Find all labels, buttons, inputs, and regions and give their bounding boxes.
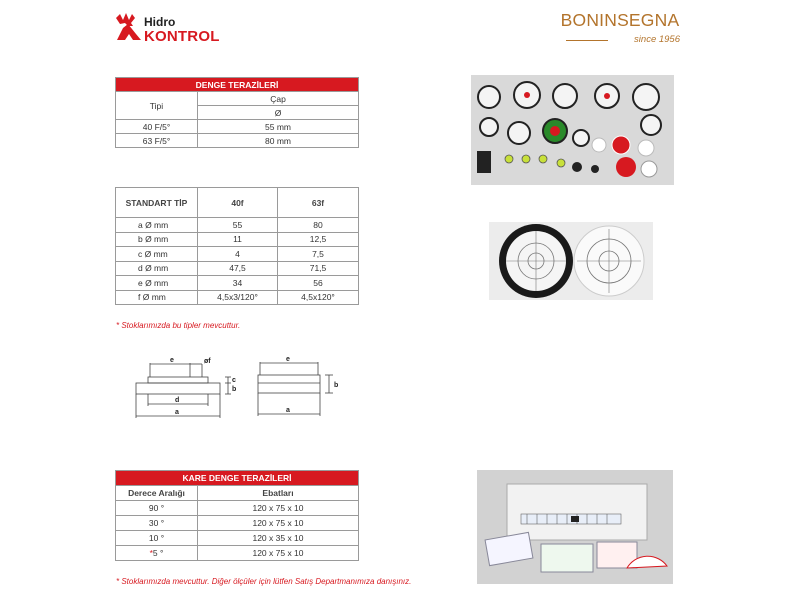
logo-text-kontrol: KONTROL xyxy=(144,28,220,45)
dim-label-b-right: b xyxy=(334,382,339,389)
hidro-kontrol-mark-icon xyxy=(114,12,144,44)
table-row xyxy=(116,501,359,516)
logo-text-hidro: Hidro xyxy=(144,15,176,29)
dim-label-f: øf xyxy=(204,358,211,365)
cell-63f: 56 xyxy=(278,276,359,291)
dim-label-e: e xyxy=(170,357,174,364)
logo-text-boninsegna: BONINSEGNA xyxy=(560,10,680,30)
stock-note-extended: * Stoklarımızda mevcuttur. Diğer ölçüler için lütfen Satış Departmanımıza danışınız. xyxy=(116,577,412,586)
table-row xyxy=(116,218,359,233)
cell-label: e Ø mm xyxy=(116,276,198,291)
range-value: 5 ° xyxy=(152,548,164,558)
table-row xyxy=(116,134,359,148)
column-header-label: STANDART TİP xyxy=(116,188,198,218)
table-row xyxy=(116,232,359,247)
cell-40f: 4 xyxy=(198,247,278,262)
dim-label-d: d xyxy=(175,397,180,404)
cell-40f: 11 xyxy=(198,232,278,247)
dimension-drawing xyxy=(128,350,358,430)
cell-63f: 7,5 xyxy=(278,247,359,262)
table-title: KARE DENGE TERAZİLERİ xyxy=(116,471,359,486)
cell-diameter: 55 mm xyxy=(198,120,359,134)
cell-label: a Ø mm xyxy=(116,218,198,233)
cell-40f: 4,5x3/120° xyxy=(198,290,278,305)
boninsegna-logo xyxy=(560,10,680,50)
cell-63f: 71,5 xyxy=(278,261,359,276)
cell-63f: 12,5 xyxy=(278,232,359,247)
column-header-diameter: Çap xyxy=(198,92,359,106)
column-header-type: Tipi xyxy=(116,92,198,120)
cell-size: 120 x 75 x 10 xyxy=(198,501,359,516)
table-row xyxy=(116,290,359,305)
hidro-kontrol-logo xyxy=(114,12,234,46)
table-row xyxy=(116,261,359,276)
cell-label: d Ø mm xyxy=(116,261,198,276)
table-row xyxy=(116,516,359,531)
dim-label-b: b xyxy=(232,386,237,393)
dim-label-e-right: e xyxy=(286,356,290,363)
column-header-40f: 40f xyxy=(198,188,278,218)
table-title: DENGE TERAZİLERİ xyxy=(116,78,359,92)
cell-40f: 55 xyxy=(198,218,278,233)
product-photo-circular-levels xyxy=(471,75,674,185)
column-header-size: Ebatları xyxy=(198,486,359,501)
cell-range: 90 ° xyxy=(116,501,198,516)
stock-note: * Stoklarımızda bu tipler mevcuttur. xyxy=(116,321,241,330)
kare-denge-terazileri-table xyxy=(115,470,359,561)
cell-label: c Ø mm xyxy=(116,247,198,262)
cell-63f: 80 xyxy=(278,218,359,233)
dim-label-a-right: a xyxy=(286,407,290,414)
cell-range: 10 ° xyxy=(116,531,198,546)
table-row xyxy=(116,546,359,561)
table-row xyxy=(116,120,359,134)
cell-label: b Ø mm xyxy=(116,232,198,247)
table-row xyxy=(116,276,359,291)
cell-label: f Ø mm xyxy=(116,290,198,305)
dim-label-a: a xyxy=(175,409,179,416)
cell-type: 63 F/5° xyxy=(116,134,198,148)
cell-40f: 34 xyxy=(198,276,278,291)
logo-text-since: since 1956 xyxy=(634,34,680,45)
denge-terazileri-table xyxy=(115,77,359,148)
column-header-symbol: Ø xyxy=(198,106,359,120)
dim-label-c: c xyxy=(232,377,236,384)
cell-range: 30 ° xyxy=(116,516,198,531)
product-photo-large-levels xyxy=(489,222,653,300)
cell-size: 120 x 35 x 10 xyxy=(198,531,359,546)
product-photo-square-levels xyxy=(477,470,673,584)
cell-size: 120 x 75 x 10 xyxy=(198,546,359,561)
cell-type: 40 F/5° xyxy=(116,120,198,134)
cell-diameter: 80 mm xyxy=(198,134,359,148)
cell-63f: 4,5x120° xyxy=(278,290,359,305)
table-row xyxy=(116,531,359,546)
cell-size: 120 x 75 x 10 xyxy=(198,516,359,531)
stock-star: * xyxy=(149,548,153,558)
cell-40f: 47,5 xyxy=(198,261,278,276)
standart-tip-table xyxy=(115,187,359,305)
table-row xyxy=(116,247,359,262)
column-header-range: Derece Aralığı xyxy=(116,486,198,501)
cell-range xyxy=(116,546,198,561)
column-header-63f: 63f xyxy=(278,188,359,218)
